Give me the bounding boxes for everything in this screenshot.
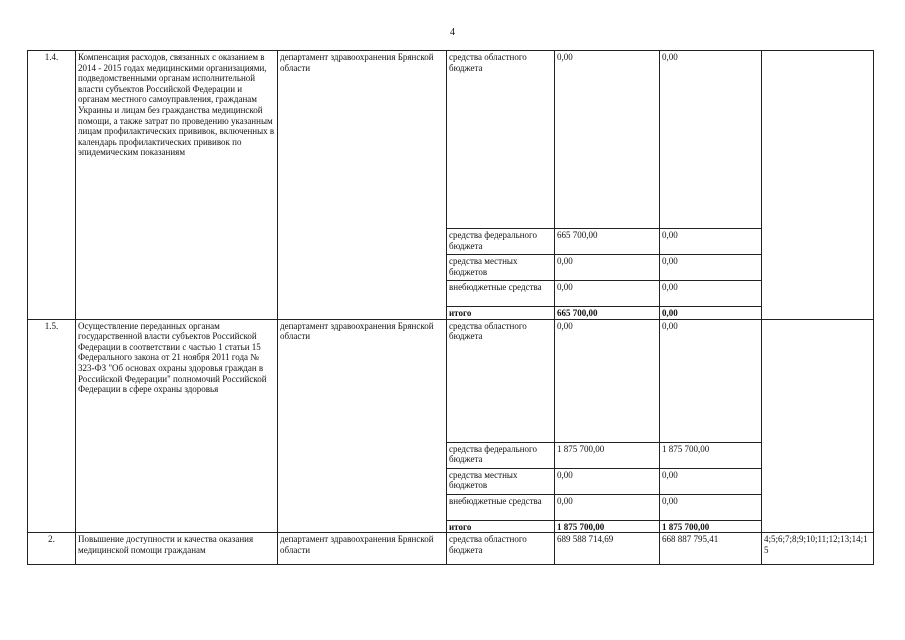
funding-source: средства местных бюджетов <box>447 255 555 281</box>
executor: департамент здравоохранения Брянской области <box>278 51 447 320</box>
funding-value-1: 665 700,00 <box>555 229 660 255</box>
funding-source: средства областного бюджета <box>447 533 555 565</box>
funding-value-1: 0,00 <box>555 281 660 307</box>
funding-value-1: 0,00 <box>555 494 660 520</box>
table-row <box>28 319 874 442</box>
funding-value-1: 0,00 <box>555 255 660 281</box>
funding-value-2: 0,00 <box>660 255 762 281</box>
measure-title: Компенсация расходов, связанных с оказанием в 2014 - 2015 годах медицинскими организациями, подведомственными органам исполнительной власти субъектов Российской Федерации и органам местного самоуправления, гражданам Украины и лицам без гражданства медицинской помощи, а также затрат по проведению указанным лицам профилактических прививок, включенных в календарь профилактических прививок по эпидемическим показаниям <box>76 51 278 320</box>
executor: департамент здравоохранения Брянской области <box>278 319 447 533</box>
funding-source: средства федерального бюджета <box>447 229 555 255</box>
funding-value-1: 1 875 700,00 <box>555 442 660 468</box>
funding-source: средства областного бюджета <box>447 319 555 442</box>
funding-source: средства областного бюджета <box>447 51 555 229</box>
executor: департамент здравоохранения Брянской области <box>278 533 447 565</box>
funding-value-1: 0,00 <box>555 468 660 494</box>
funding-value-1: 0,00 <box>555 319 660 442</box>
funding-source: внебюджетные средства <box>447 281 555 307</box>
measure-title: Повышение доступности и качества оказания медицинской помощи гражданам <box>76 533 278 565</box>
total-value-2: 1 875 700,00 <box>660 520 762 533</box>
funding-value-1: 0,00 <box>555 51 660 229</box>
indicators: 4;5;6;7;8;9;10;11;12;13;14;15 <box>762 533 874 565</box>
table-row <box>28 51 874 229</box>
funding-source: средства федерального бюджета <box>447 442 555 468</box>
page-number: 4 <box>450 27 455 38</box>
funding-value-2: 0,00 <box>660 229 762 255</box>
funding-source: внебюджетные средства <box>447 494 555 520</box>
funding-value-2: 0,00 <box>660 51 762 229</box>
indicators <box>762 319 874 533</box>
funding-source: средства местных бюджетов <box>447 468 555 494</box>
program-table <box>27 50 874 565</box>
table-row <box>28 533 874 565</box>
total-value-1: 1 875 700,00 <box>555 520 660 533</box>
row-number: 1.4. <box>28 51 76 320</box>
funding-value-2: 1 875 700,00 <box>660 442 762 468</box>
funding-value-2: 668 887 795,41 <box>660 533 762 565</box>
total-value-1: 665 700,00 <box>555 307 660 320</box>
funding-value-1: 689 588 714,69 <box>555 533 660 565</box>
funding-value-2: 0,00 <box>660 319 762 442</box>
funding-value-2: 0,00 <box>660 281 762 307</box>
row-number: 2. <box>28 533 76 565</box>
total-label: итого <box>447 520 555 533</box>
indicators <box>762 51 874 320</box>
total-label: итого <box>447 307 555 320</box>
measure-title: Осуществление переданных органам государственной власти субъектов Российской Федерации в соответствии с частью 1 статьи 15 Федерального закона от 21 ноября 2011 года № 323-ФЗ "Об основах охраны здоровья граждан в Российской Федерации" полномочий Российской Федерации в сфере охраны здоровья <box>76 319 278 533</box>
funding-value-2: 0,00 <box>660 468 762 494</box>
funding-value-2: 0,00 <box>660 494 762 520</box>
row-number: 1.5. <box>28 319 76 533</box>
total-value-2: 0,00 <box>660 307 762 320</box>
